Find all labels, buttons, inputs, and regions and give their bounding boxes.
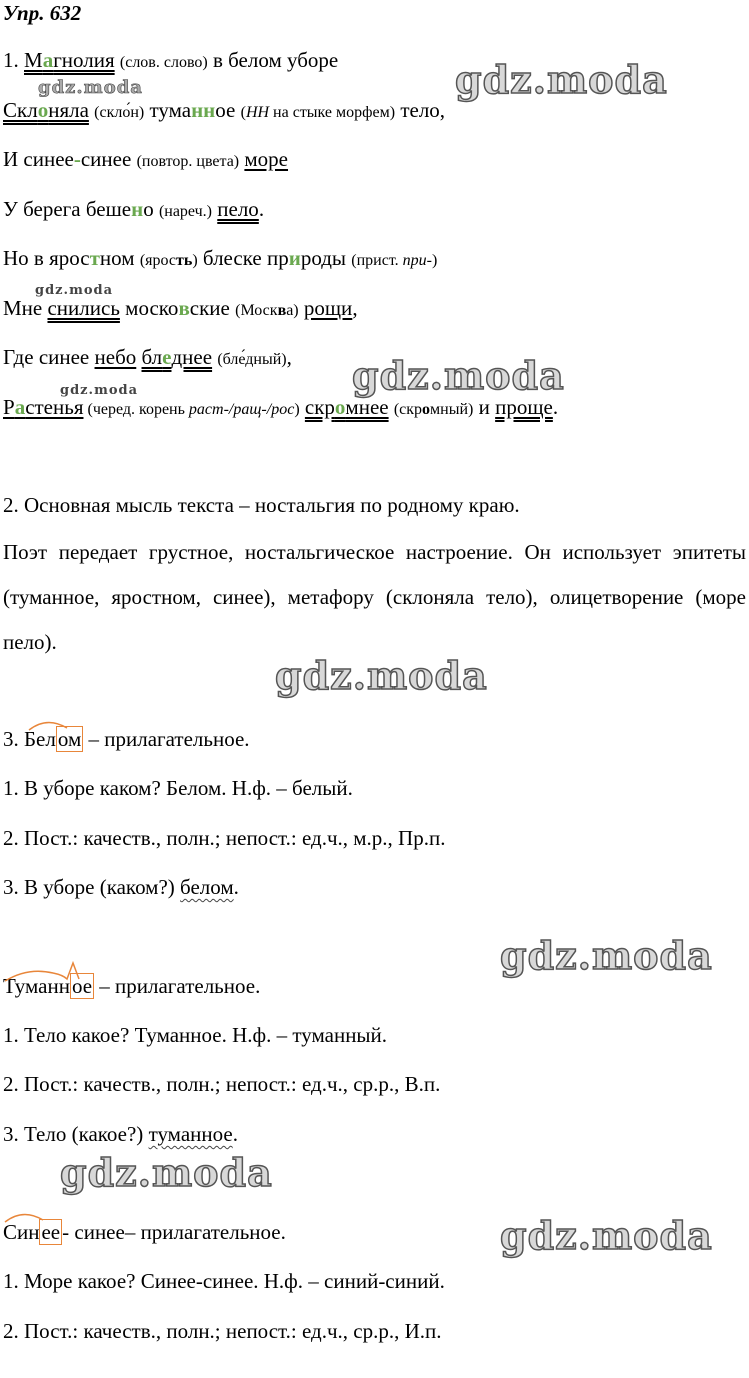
poem-line-1: 1. Магнолия (слов. слово) в белом уборе [3,48,339,72]
watermark-logo: gdz.moda [352,353,565,398]
morph-step-1: 1. Тело какое? Туманное. Н.ф. – туманный. [3,1023,388,1047]
morph-heading-belom: 3. Белом – прилагательное. [3,727,250,751]
poem-line-6: Мне снились московские (Москва) рощи, [3,296,358,320]
morph-heading-sinee: Синее- синее– прилагательное. [3,1220,286,1244]
morph-heading-tumannoe: Туманное – прилагательное. [3,974,261,998]
watermark-logo: gdz.moda [500,1213,713,1258]
exercise-title: Упр. 632 [3,1,82,25]
poem-line-8: Растенья (черед. корень раст-/ращ-/рос) скромнее (скромный) и проще. [3,395,559,419]
watermark-logo: gdz.moda [60,1150,273,1195]
poem-line-4: У берега бешено (нареч.) пело. [3,197,265,221]
watermark-logo: gdz.moda [38,77,143,98]
poem-line-3: И синее-синее (повтор. цвета) море [3,147,289,171]
poem-line-2: Склоняла (скло́н) туманное (НН на стыке морфем) тело, [3,98,446,122]
poem-line-7: Где синее небо бледнее (бле́дный), [3,345,292,369]
stem-arc-icon [3,1210,47,1224]
stem-arc-icon [27,718,71,732]
morph-step-1: 1. Море какое? Синее-синее. Н.ф. – синий-синий. [3,1269,445,1293]
morph-step-1: 1. В уборе каком? Белом. Н.ф. – белый. [3,776,353,800]
morph-step-2: 2. Пост.: качеств., полн.; непост.: ед.ч., ср.р., И.п. [3,1319,442,1343]
morph-step-3: 3. В уборе (каком?) белом. [3,875,239,899]
morph-step-3: 3. Тело (какое?) туманное. [3,1122,238,1146]
watermark-logo: gdz.moda [275,653,488,698]
watermark-logo: gdz.moda [455,57,668,102]
main-idea-line: 2. Основная мысль текста – ностальгия по родному краю. [3,493,520,517]
watermark-logo: gdz.moda [35,283,114,298]
analysis-paragraph: Поэт передает грустное, ностальгическое настроение. Он использует эпитеты (туманное, яростном, синее), метафору (склоняла тело), олицетворение (море пело). [3,540,746,654]
morph-step-2: 2. Пост.: качеств., полн.; непост.: ед.ч., м.р., Пр.п. [3,826,446,850]
poem-line-5: Но в яростном (ярость) блеске природы (прист. при-) [3,246,438,270]
morph-step-2: 2. Пост.: качеств., полн.; непост.: ед.ч., ср.р., В.п. [3,1072,441,1096]
stem-arc-icon [3,961,87,983]
watermark-logo: gdz.moda [60,383,139,398]
watermark-logo: gdz.moda [500,933,713,978]
